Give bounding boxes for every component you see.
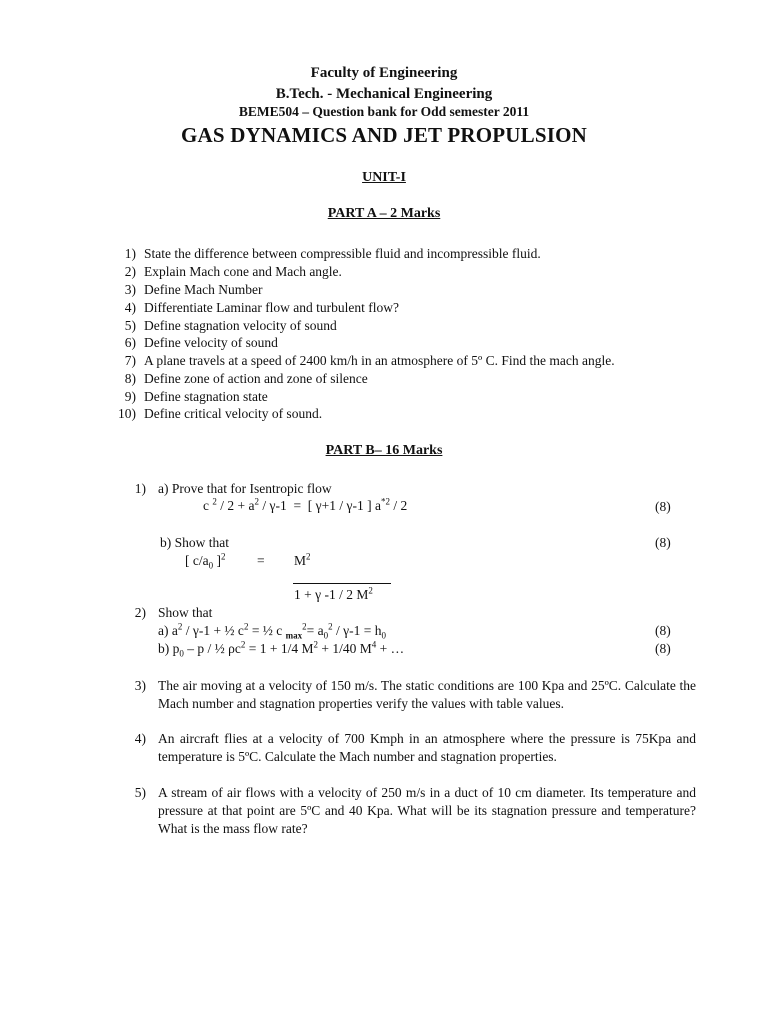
course-heading: BEME504 – Question bank for Odd semester 2011 xyxy=(238,104,530,119)
q2-label: Show that xyxy=(158,605,213,620)
faculty-heading: Faculty of Engineering xyxy=(310,65,458,81)
marks-label: (8) xyxy=(655,641,671,656)
marks-label: (8) xyxy=(655,499,671,514)
part-b-heading: PART B– 16 Marks xyxy=(325,443,443,458)
q5-text: A stream of air flows with a velocity of 250 m/s in a duct of 10 cm diameter. Its temperature and pressure at that point are 5ºC and 40 Kpa. What will be its stagnation pressure and temperature? What is the mass flow rate? xyxy=(158,785,696,836)
marks-label: (8) xyxy=(655,535,671,550)
unit-heading: UNIT-I xyxy=(362,170,406,185)
question-number: 5) xyxy=(134,785,146,800)
part-a-heading: PART A – 2 Marks xyxy=(327,206,441,221)
q1b-equals: = xyxy=(257,553,265,568)
q1a-equation: c $^2 / 2 + a^2 / \gamma-1$ = [ γ+1 / γ-1 ] $a^{*2} / 2$ xyxy=(203,496,408,513)
q3-text: The air moving at a velocity of 150 m/s. The static conditions are 100 Kpa and 25ºC. Calculate the Mach number and stagnation properties verify the values with table values. xyxy=(158,678,696,711)
question-number: 4) xyxy=(134,731,146,746)
question-bank-page: Faculty of Engineering B.Tech. - Mechanical Engineering BEME504 – Question bank for Odd semester 2011 GAS DYNAMICS AND JET PROPULSION UNIT-I PART A – 2 Marks 1) State the difference between compressible fluid and incompressible fluid. 2) Explain Mach cone and Mach angle. 3) Define Mach Number 4) Differentiate Laminar flow and turbulent flow? 5) Define stagnation velocity of sound 6) Define velocity of sound 7) A plane travels at a speed of 2400 km/h in an atmosphere of 5º C. Find the mach angle. 8) Define zone of action and zone of silence 9) Define stagnation state 10) Define critical velocity of sound. PART B– 16 Marks 1) a) Prove that for Isentropic flow c $^2 / 2 + a^2 / \gamma-1$ = [ γ+1 / γ-1 ] $a^{*2} / 2$ (8) b) Show that (8) [ $c/a_0$ ]$^2$ = $M^2$ 1 + γ -1 / 2 $M^2$ 2) Show that a) $a^2 / \gamma-1$ + ½ $c^2$ = ½ c $_{max}^2= a_0^2 / \gamma-1 = h_0$ (8) b) $p_0$ – p / ½ $\rho c^2 = 1 + 1/4$ $M^2 + 1/40$ $M^4$ + … (8) 3) The air moving at a velocity of 150 m/s. The static conditions are 100 Kpa and 25ºC. Calculate the Mach number and stagnation properties verify the values with table values. 4) An aircraft flies at a velocity of 700 Kmph in an atmosphere where the pressure is 75Kpa and temperature is 5ºC. Calculate the Mach number and stagnation properties. 5) A stream of air flows with a velocity of 250 m/s in a duct of 10 cm diameter. Its temperature and pressure at that point are 5ºC and 40 Kpa. What will be its stagnation pressure and temperature? What is the mass flow rate? xyxy=(0,0,768,1024)
q2b-equation: b) $p_0$ – p / ½ $\rho c^2 = 1 + 1/4$ $M^2 + 1/40$ $M^4$ + … xyxy=(158,639,405,659)
question-number: 3) xyxy=(134,678,146,693)
question-number: 1) xyxy=(134,481,146,496)
q1b-denominator: 1 + γ -1 / 2 $M^2$ xyxy=(294,585,373,602)
marks-label: (8) xyxy=(655,623,671,638)
q4-text: An aircraft flies at a velocity of 700 Kmph in an atmosphere where the pressure is 75Kpa and temperature is 5ºC. Calculate the Mach number and stagnation properties. xyxy=(158,731,696,764)
q1b-lhs: [ $c/a_0$ ]$^2$ xyxy=(185,551,226,571)
q2a-equation: a) $a^2 / \gamma-1$ + ½ $c^2$ = ½ c $_{max}^2= a_0^2 / \gamma-1 = h_0$ xyxy=(158,621,386,641)
fraction-bar xyxy=(293,583,391,584)
q1b-numerator: $M^2$ xyxy=(294,551,311,568)
question-number: 2) xyxy=(134,605,146,620)
q1b-label: b) Show that xyxy=(160,535,229,550)
q1a-label: a) Prove that for Isentropic flow xyxy=(158,481,332,496)
document-title: GAS DYNAMICS AND JET PROPULSION xyxy=(180,123,588,147)
program-heading: B.Tech. - Mechanical Engineering xyxy=(275,86,493,102)
